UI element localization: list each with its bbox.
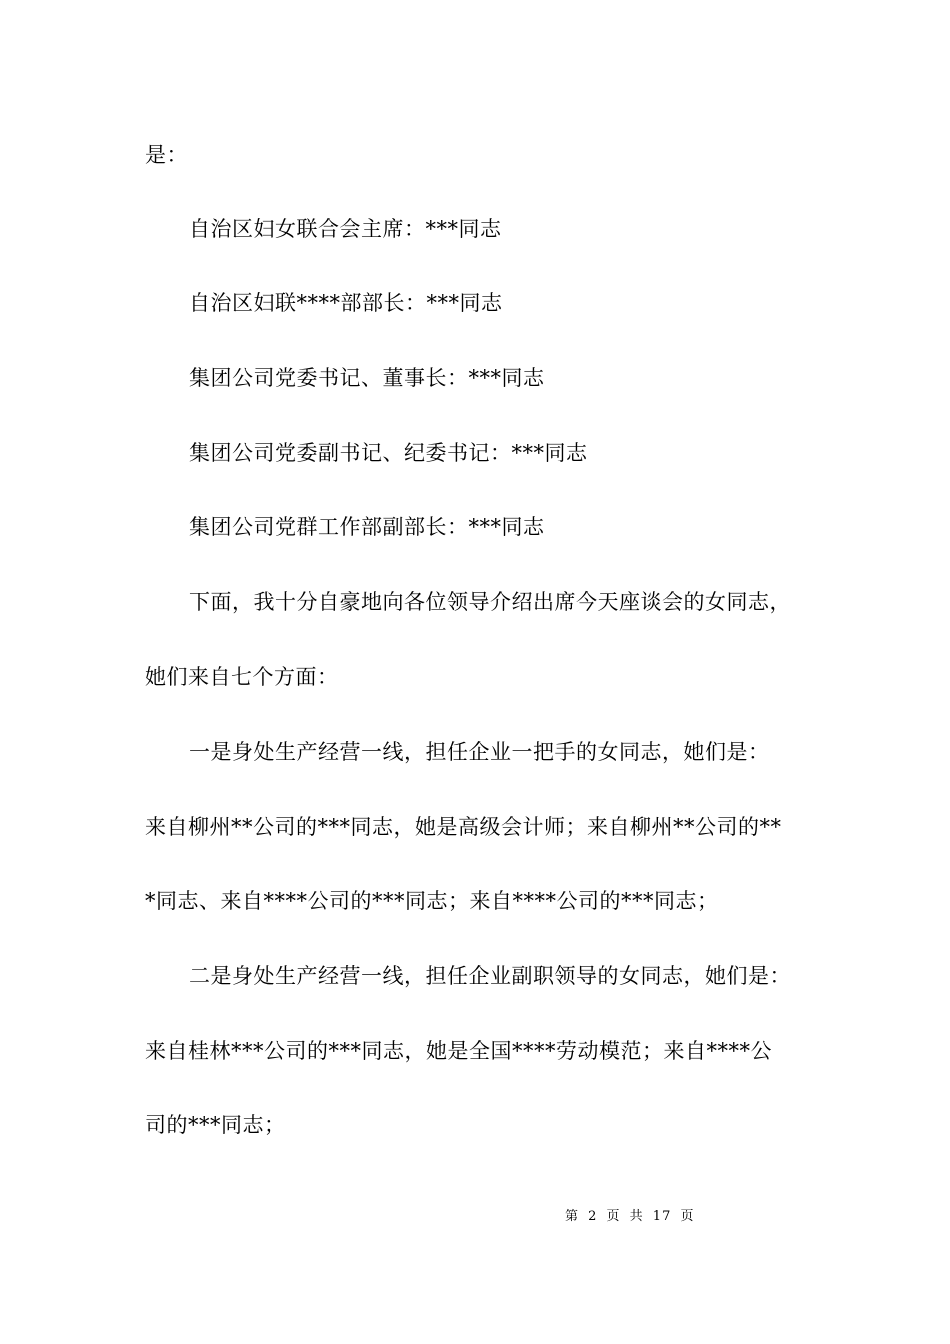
text-line: 是： [145,143,188,167]
text-line: 自治区妇女联合会主席：***同志 [189,217,502,241]
text-line: 自治区妇联****部部长：***同志 [189,291,503,315]
text-line: 一是身处生产经营一线，担任企业一把手的女同志，她们是： [189,740,770,764]
text-line: 来自桂林***公司的***同志，她是全国****劳动模范；来自****公 [145,1039,772,1063]
text-line: 集团公司党群工作部副部长：***同志 [189,515,545,539]
text-line: *同志、来自****公司的***同志；来自****公司的***同志； [145,889,719,913]
text-line: 集团公司党委书记、董事长：***同志 [189,366,545,390]
text-line: 下面，我十分自豪地向各位领导介绍出席今天座谈会的女同志， [189,590,791,614]
page-number-label: 第 2 页 共 17 页 [565,1209,695,1224]
text-line: 集团公司党委副书记、纪委书记：***同志 [189,441,588,465]
text-line: 她们来自七个方面： [145,665,339,689]
text-line: 来自柳州**公司的***同志，她是高级会计师；来自柳州**公司的** [145,815,782,839]
text-line: 二是身处生产经营一线，担任企业副职领导的女同志，她们是： [189,964,791,988]
text-line: 司的***同志； [145,1113,286,1137]
